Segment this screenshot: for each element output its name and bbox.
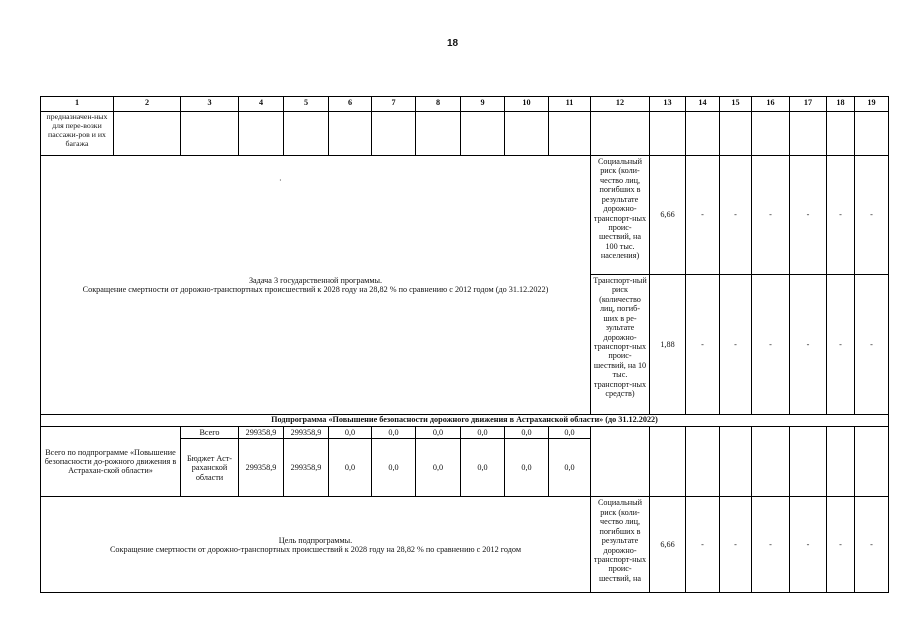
empty-cell [549,112,591,156]
dash-cell: - [686,497,720,593]
empty-cell [855,427,889,497]
amount-cell: 0,0 [372,439,416,497]
indicator-social-risk: Социальный риск (коли-чество лиц, погибших в результате дорожно-транспорт-ных проис-шествий, на 100 тыс. населения) [591,156,650,275]
amount-cell: 299358,9 [284,439,329,497]
indicator-value: 6,66 [650,497,686,593]
col-header: 3 [181,97,239,112]
empty-cell [505,112,549,156]
empty-cell [372,112,416,156]
empty-cell [686,112,720,156]
dash-cell: - [855,275,889,415]
dash-cell: - [720,156,752,275]
dash-cell: - [790,497,827,593]
amount-cell: 0,0 [461,439,505,497]
empty-cell [752,112,790,156]
amount-cell: 299358,9 [284,427,329,439]
empty-cell [329,112,372,156]
col-header: 10 [505,97,549,112]
carry-over-text: предназначен-ных для пере-возки пассажи-ров и их багажа [41,112,114,156]
empty-cell [239,112,284,156]
empty-cell [827,427,855,497]
empty-cell [114,112,181,156]
amount-cell: 0,0 [329,439,372,497]
indicator-social-risk: Социальный риск (коли-чество лиц, погибших в результате дорожно-транспорт-ных проис-шествий, на [591,497,650,593]
amount-cell: 0,0 [505,439,549,497]
col-header: 13 [650,97,686,112]
col-header: 2 [114,97,181,112]
col-header: 16 [752,97,790,112]
dash-cell: - [686,275,720,415]
amount-cell: 0,0 [416,439,461,497]
task3-block [41,156,591,415]
col-header: 8 [416,97,461,112]
col-header: 9 [461,97,505,112]
program-table [40,96,889,593]
col-header: 4 [239,97,284,112]
amount-cell: 299358,9 [239,439,284,497]
subprogram-total-label: Всего по подпрограмме «Повышение безопасности до-рожного движения в Астрахан-ской области» [41,427,181,497]
subprogram-header: Подпрограмма «Повышение безопасности дорожного движения в Астраханской области» (до 31.12.2022) [41,415,889,427]
col-header: 7 [372,97,416,112]
dash-cell: - [827,156,855,275]
dash-cell: - [752,497,790,593]
empty-cell [720,427,752,497]
col-header: 18 [827,97,855,112]
dash-cell: - [855,156,889,275]
empty-cell [752,427,790,497]
dash-cell: - [855,497,889,593]
amount-cell: 0,0 [461,427,505,439]
empty-cell [591,427,650,497]
col-header: 5 [284,97,329,112]
col-header: 14 [686,97,720,112]
empty-cell [181,112,239,156]
amount-cell: 0,0 [549,427,591,439]
column-number-row [41,97,889,112]
empty-cell [461,112,505,156]
empty-cell [790,112,827,156]
col-header: 1 [41,97,114,112]
subprogram-total-row [41,427,889,439]
amount-cell: 0,0 [505,427,549,439]
empty-cell [284,112,329,156]
dash-cell: - [827,497,855,593]
col-header: 12 [591,97,650,112]
task3-title: Задача 3 государственной программы. [248,275,383,285]
amount-cell: 0,0 [372,427,416,439]
task3-dot: · [279,175,282,185]
goal-row [41,497,889,593]
dash-cell: - [790,156,827,275]
goal-block [41,497,591,593]
amount-cell: 299358,9 [239,427,284,439]
subprogram-header-row [41,415,889,427]
col-header: 17 [790,97,827,112]
empty-cell [591,112,650,156]
empty-cell [416,112,461,156]
goal-description: Сокращение смертности от дорожно-транспортных происшествий к 2028 году на 28,82 % по сравнению с 2012 годом [109,544,522,554]
empty-cell [650,427,686,497]
source-all: Всего [181,427,239,439]
goal-title: Цель подпрограммы. [278,535,353,545]
col-header: 19 [855,97,889,112]
dash-cell: - [790,275,827,415]
dash-cell: - [752,156,790,275]
dash-cell: - [720,497,752,593]
empty-cell [720,112,752,156]
dash-cell: - [720,275,752,415]
dash-cell: - [752,275,790,415]
col-header: 15 [720,97,752,112]
amount-cell: 0,0 [549,439,591,497]
empty-cell [650,112,686,156]
page-number: 18 [446,38,459,49]
amount-cell: 0,0 [416,427,461,439]
task3-row-1 [41,156,889,275]
empty-cell [827,112,855,156]
col-header: 6 [329,97,372,112]
indicator-value: 6,66 [650,156,686,275]
dash-cell: - [827,275,855,415]
empty-cell [686,427,720,497]
empty-cell [855,112,889,156]
task3-description: Сокращение смертности от дорожно-транспортных происшествий к 2028 году на 28,82 % по сравнению с 2012 годом (до 31.12.2022) [82,285,549,294]
indicator-value: 1,88 [650,275,686,415]
col-header: 11 [549,97,591,112]
dash-cell: - [686,156,720,275]
amount-cell: 0,0 [329,427,372,439]
carry-over-row [41,112,889,156]
empty-cell [790,427,827,497]
indicator-transport-risk: Транспорт-ный риск (количество лиц, погиб-ших в ре-зультате дорожно-транспорт-ных проис-шествий, на 10 тыс. транспорт-ных средств) [591,275,650,415]
source-regional-budget: Бюджет Аст-раханской области [181,439,239,497]
